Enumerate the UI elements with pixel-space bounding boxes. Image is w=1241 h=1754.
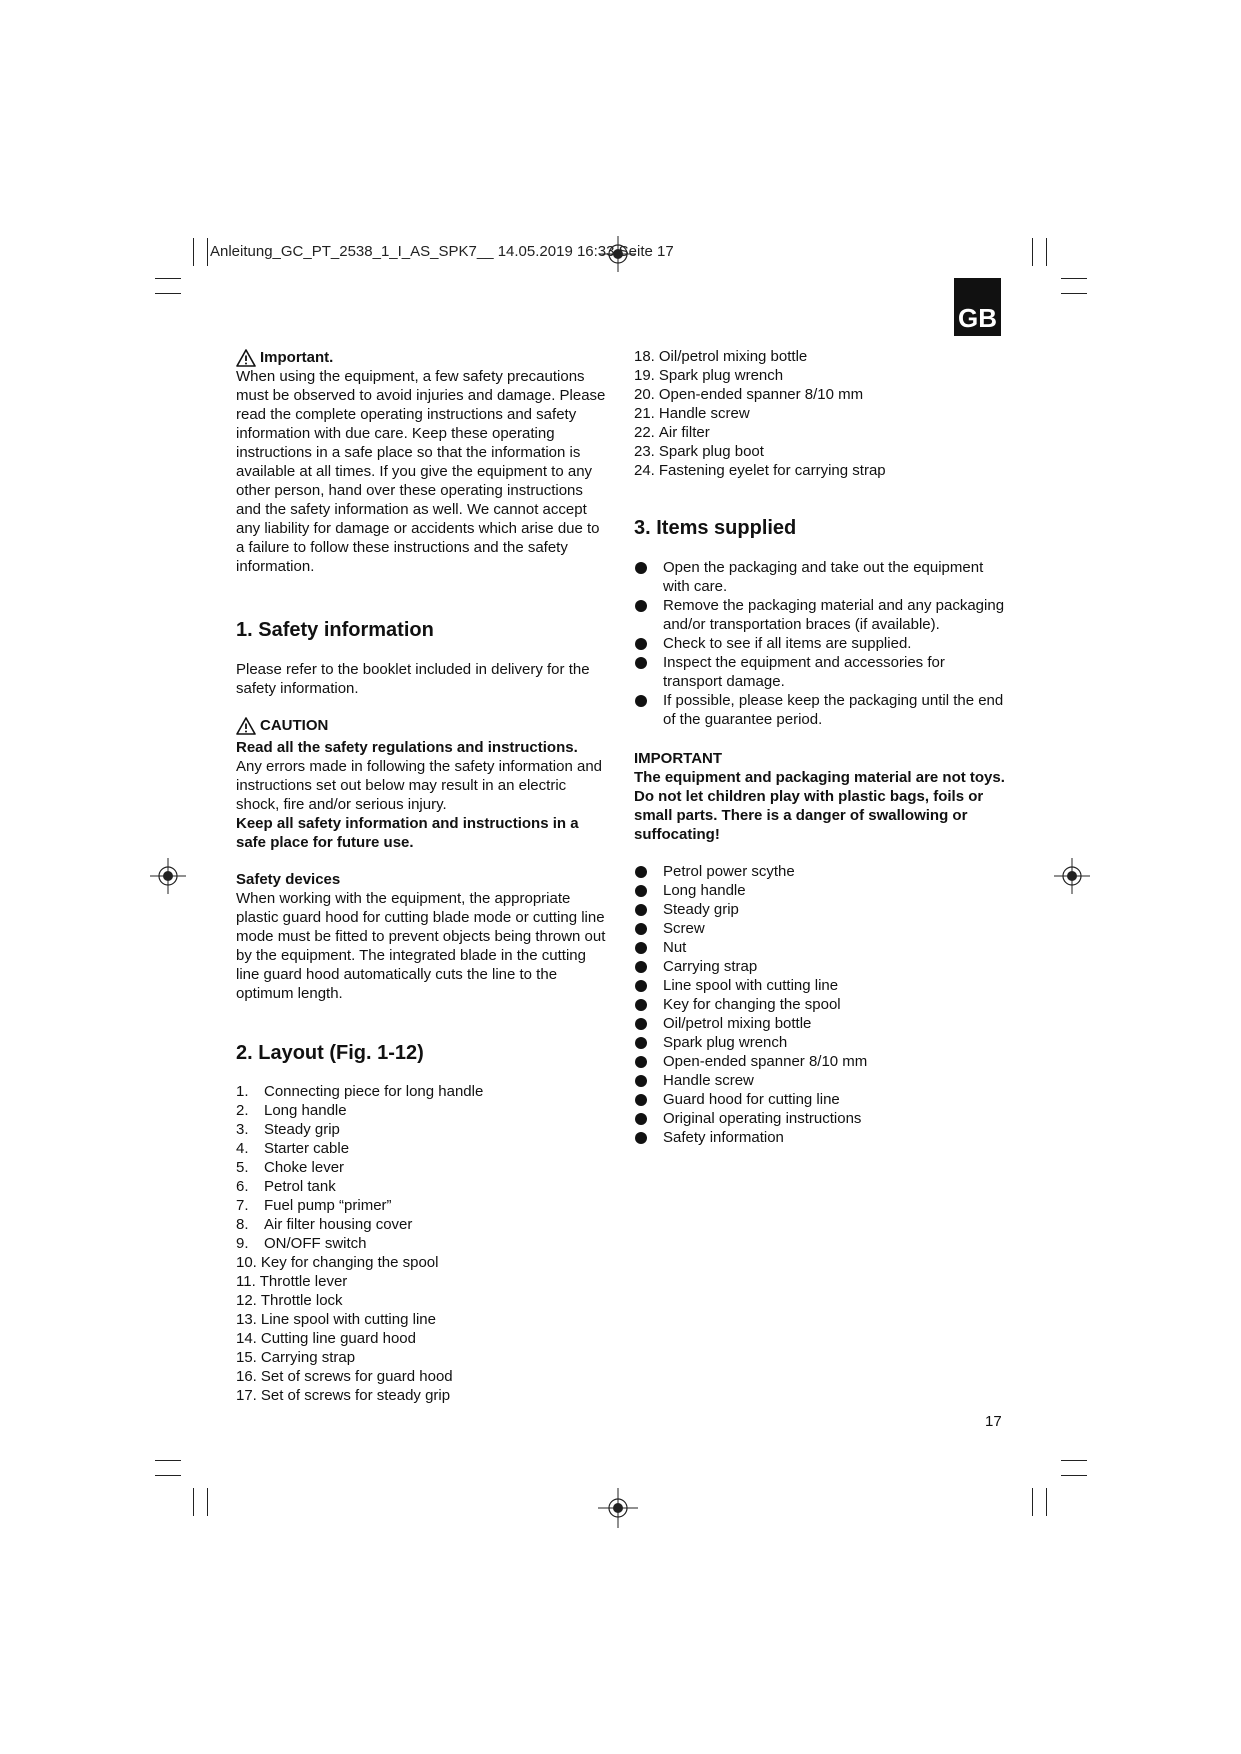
list-item: 22. Air filter xyxy=(634,424,710,441)
layout-heading: 2. Layout (Fig. 1-12) xyxy=(236,1042,424,1064)
list-item: Line spool with cutting line xyxy=(634,976,1006,995)
list-item: 3. Steady grip xyxy=(236,1121,340,1138)
list-item: 5. Choke lever xyxy=(236,1159,345,1176)
caution-heading-text: CAUTION xyxy=(260,717,329,734)
list-item: 17. Set of screws for steady grip xyxy=(236,1387,451,1404)
registration-mark-bottom xyxy=(598,1488,638,1528)
list-item: Check to see if all items are supplied. xyxy=(634,634,1006,653)
list-item: Safety information xyxy=(634,1128,1006,1147)
left-column xyxy=(236,348,608,1405)
list-item: 21. Handle screw xyxy=(634,405,750,422)
list-item: 14. Cutting line guard hood xyxy=(236,1330,416,1347)
list-item: 11. Throttle lever xyxy=(236,1273,348,1290)
list-item: 7. Fuel pump “primer” xyxy=(236,1197,392,1214)
list-item: Long handle xyxy=(634,881,1006,900)
list-item: 2. Long handle xyxy=(236,1102,347,1119)
print-slug: Anleitung_GC_PT_2538_1_I_AS_SPK7__ 14.05.2019 16:33 Seite 17 xyxy=(210,243,674,260)
list-item: 18. Oil/petrol mixing bottle xyxy=(634,348,808,365)
page-number: 17 xyxy=(985,1413,1002,1430)
list-item: Carrying strap xyxy=(634,957,1006,976)
list-item: 8. Air filter housing cover xyxy=(236,1216,413,1233)
caution-bold-2: Keep all safety information and instructions in a safe place for future use. xyxy=(236,815,579,851)
list-item: Spark plug wrench xyxy=(634,1033,1006,1052)
caution-heading xyxy=(236,716,608,735)
list-item: 16. Set of screws for guard hood xyxy=(236,1368,453,1385)
safety-paragraph: Please refer to the booklet included in delivery for the safety information. xyxy=(236,661,590,697)
list-item: 15. Carrying strap xyxy=(236,1349,356,1366)
list-item: Screw xyxy=(634,919,1006,938)
list-item: Steady grip xyxy=(634,900,1006,919)
unpacking-steps-list xyxy=(634,558,1006,729)
list-item: 19. Spark plug wrench xyxy=(634,367,784,384)
layout-list-continued xyxy=(634,347,1006,480)
list-item: 23. Spark plug boot xyxy=(634,443,764,460)
list-item: 24. Fastening eyelet for carrying strap xyxy=(634,462,886,479)
registration-mark-right xyxy=(1054,858,1090,894)
layout-list xyxy=(236,1082,608,1405)
list-item: Open the packaging and take out the equipment with care. xyxy=(634,558,1006,596)
list-item: Handle screw xyxy=(634,1071,1006,1090)
caution-paragraph: Any errors made in following the safety information and instructions set out below may result in an electric shock, fire and/or serious injury. xyxy=(236,758,603,813)
list-item: Remove the packaging material and any packaging and/or transportation braces (if available). xyxy=(634,596,1006,634)
caution-bold-1: Read all the safety regulations and instructions. xyxy=(236,739,578,756)
warning-triangle-icon xyxy=(236,349,256,367)
right-column xyxy=(634,347,1006,1147)
list-item: 4. Starter cable xyxy=(236,1140,350,1157)
important-heading xyxy=(236,348,608,367)
warning-triangle-icon xyxy=(236,717,256,735)
list-item: Original operating instructions xyxy=(634,1109,1006,1128)
list-item: 1. Connecting piece for long handle xyxy=(236,1083,484,1100)
list-item: Inspect the equipment and accessories for transport damage. xyxy=(634,653,1006,691)
list-item: 20. Open-ended spanner 8/10 mm xyxy=(634,386,864,403)
registration-mark-left xyxy=(150,858,186,894)
list-item: If possible, please keep the packaging until the end of the guarantee period. xyxy=(634,691,1006,729)
list-item: 13. Line spool with cutting line xyxy=(236,1311,436,1328)
important-notice-text: The equipment and packaging material are not toys. Do not let children play with plastic bags, foils or small parts. There is a danger of swallowing or suffocating! xyxy=(634,769,1005,843)
list-item: 9. ON/OFF switch xyxy=(236,1235,367,1252)
list-item: Petrol power scythe xyxy=(634,862,1006,881)
list-item: Oil/petrol mixing bottle xyxy=(634,1014,1006,1033)
devices-heading: Safety devices xyxy=(236,871,341,888)
list-item: Guard hood for cutting line xyxy=(634,1090,1006,1109)
list-item: Nut xyxy=(634,938,1006,957)
list-item: 10. Key for changing the spool xyxy=(236,1254,439,1271)
safety-heading: 1. Safety information xyxy=(236,619,434,641)
language-badge: GB xyxy=(954,278,1001,336)
list-item: 6. Petrol tank xyxy=(236,1178,336,1195)
devices-paragraph: When working with the equipment, the appropriate plastic guard hood for cutting blade mode or cutting line mode must be fitted to prevent objects being thrown out by the equipment. The integrated blade in the cutting line guard hood automatically cuts the line to the optimum length. xyxy=(236,890,606,1002)
list-item: 12. Throttle lock xyxy=(236,1292,343,1309)
supplied-items-list xyxy=(634,862,1006,1147)
important-notice-heading: IMPORTANT xyxy=(634,750,723,767)
important-heading-text: Important. xyxy=(260,349,334,366)
items-supplied-heading: 3. Items supplied xyxy=(634,517,797,539)
important-paragraph: When using the equipment, a few safety precautions must be observed to avoid injuries and damage. Please read the complete operating instructions and safety information with due care. Keep these operating instructions in a safe place so that the information is available at all times. If you give the equipment to any other person, hand over these operating instructions and the safety information as well. We cannot accept any liability for damage or accidents which arise due to a failure to follow these instructions and the safety information. xyxy=(236,368,606,575)
list-item: Key for changing the spool xyxy=(634,995,1006,1014)
list-item: Open-ended spanner 8/10 mm xyxy=(634,1052,1006,1071)
